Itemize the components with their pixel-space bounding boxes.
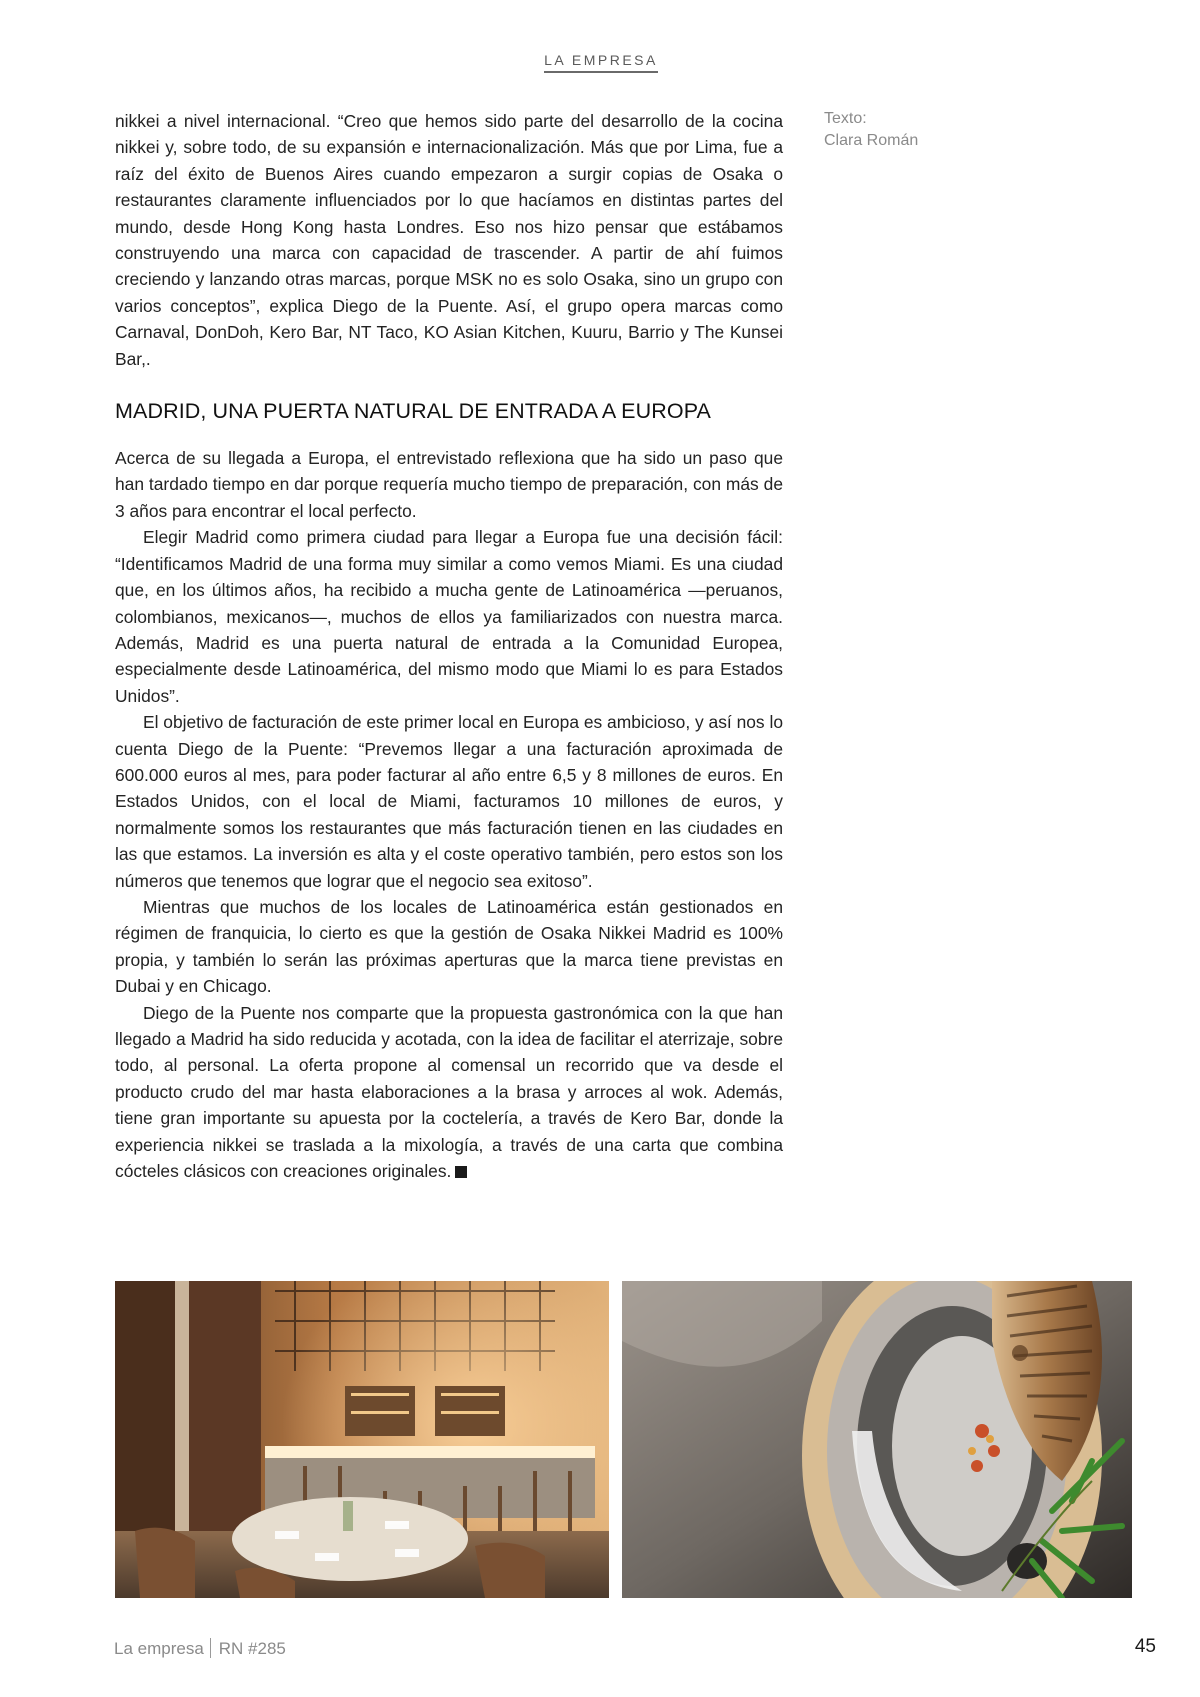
paragraph: Mientras que muchos de los locales de Latinoamérica están gestionados en régimen de franquicia, lo cierto es que la gestión de Osaka Nikkei Madrid es 100% propia, y también lo serán las próximas aperturas que la marca tiene previstas en Dubai y en Chicago. — [115, 896, 783, 997]
footer-section — [114, 1638, 286, 1659]
dish-photo — [622, 1281, 1132, 1598]
paragraph: Elegir Madrid como primera ciudad para llegar a Europa fue una decisión fácil: “Identificamos Madrid de una forma muy similar a como vemos Miami. Es una ciudad que, en los últimos años, ha recibido a mucha gente de Latinoamérica —peruanos, colombianos, mexicanos—, muchos de ellos ya familiarizados con nuestra marca. Además, Madrid es una puerta natural de entrada a la Comunidad Europea, especialmente desde Latinoamérica, del mismo modo que Miami lo es para Estados Unidos”. — [115, 527, 783, 706]
footer-section-label: La empresa — [114, 1639, 204, 1658]
paragraph-final — [115, 1000, 783, 1185]
paragraph: Acerca de su llegada a Europa, el entrevistado reflexiona que ha sido un paso que han tardado tiempo en dar porque requería mucho tiempo de preparación, con más de 3 años para encontrar el local perfecto. — [115, 448, 783, 521]
paragraph: El objetivo de facturación de este primer local en Europa es ambicioso, y así nos lo cuenta Diego de la Puente: “Prevemos llegar a una facturación aproximada de 600.000 euros al mes, para poder facturar al año entre 6,5 y 8 millones de euros. En Estados Unidos, con el local de Miami, facturamos 10 millones de euros, y normalmente somos los restaurantes que más facturación tienen en las ciudades en las que estamos. La inversión es alta y el coste operativo también, pero estos son los números que tenemos que lograr que el negocio sea exitoso”. — [115, 712, 783, 891]
subheading: MADRID, UNA PUERTA NATURAL DE ENTRADA A EUROPA — [115, 399, 711, 424]
restaurant-interior-illustration — [115, 1281, 609, 1598]
author-credit — [824, 108, 918, 152]
page-number: 45 — [1134, 1636, 1156, 1657]
article-body — [115, 108, 783, 1184]
restaurant-interior-photo — [115, 1281, 609, 1598]
footer-divider — [210, 1638, 211, 1658]
credit-author: Clara Román — [824, 132, 919, 149]
footer-issue: RN #285 — [218, 1639, 286, 1658]
end-of-article-icon — [455, 1166, 467, 1178]
section-header — [0, 52, 1200, 73]
credit-label: Texto: — [824, 110, 867, 127]
section-label: LA EMPRESA — [544, 52, 658, 73]
paragraph-text: Diego de la Puente nos comparte que la propuesta gastronómica con la que han llegado a Madrid ha sido reducida y acotada, con la idea de facilitar el aterrizaje, sobre todo, al personal. La oferta propone al comensal un recorrido que va desde el producto crudo del mar hasta elaboraciones a la brasa y arroces al wok. Además, tiene gran importante su apuesta por la coctelería, a través de Kero Bar, donde la experiencia nikkei se traslada a la mixología, a través de una carta que combina cócteles clásicos con creaciones originales. — [115, 1002, 783, 1182]
dish-illustration — [622, 1281, 1132, 1598]
intro-paragraph: nikkei a nivel internacional. “Creo que hemos sido parte del desarrollo de la cocina nikkei y, sobre todo, de su expansión e internacionalización. Más que por Lima, fue a raíz del éxito de Buenos Aires cuando empezaron a surgir copias de Osaka o restaurantes claramente influenciados por lo que hacíamos en distintas partes del mundo, desde Hong Kong hasta Londres. Eso nos hizo pensar que estábamos construyendo una marca con capacidad de trascender. A partir de ahí fuimos creciendo y lanzando otras marcas, porque MSK no es solo Osaka, sino un grupo con varios conceptos”, explica Diego de la Puente. Así, el grupo opera marcas como Carnaval, DonDoh, Kero Bar, NT Taco, KO Asian Kitchen, Kuuru, Barrio y The Kunsei Bar,. — [115, 111, 783, 369]
